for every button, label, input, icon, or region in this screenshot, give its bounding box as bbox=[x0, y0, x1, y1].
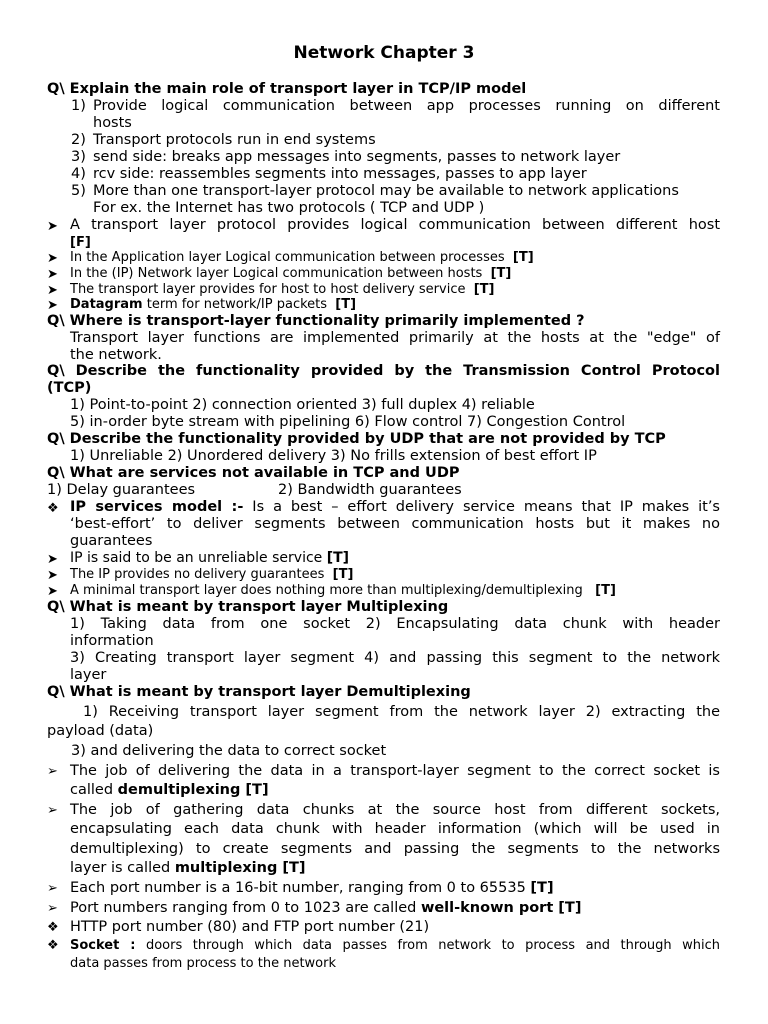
bullet-text: data passes from process to the network bbox=[70, 956, 336, 971]
answer-text: 1) Point-to-point 2) connection oriented 3) full duplex 4) reliable bbox=[70, 397, 535, 413]
answer-text: 5) in-order byte stream with pipelining 6) Flow control 7) Congestion Control bbox=[70, 414, 626, 430]
question-3: Q\ Describe the functionality provided by the Transmission Control Protocol bbox=[47, 363, 720, 379]
question-4: Q\ Describe the functionality provided by UDP that are not provided by TCP bbox=[47, 431, 666, 447]
arrow-bullet-icon: ➢ bbox=[47, 764, 58, 779]
bullet-text: The transport layer provides for host to host delivery service [T] bbox=[70, 282, 495, 297]
question-1: Q\ Explain the main role of transport layer in TCP/IP model bbox=[47, 81, 527, 97]
diamond-bullet-icon: ❖ bbox=[47, 501, 59, 516]
arrowhead-bullet-icon: ➤ bbox=[47, 584, 58, 599]
bullet-text: Datagram term for network/IP packets [T] bbox=[70, 297, 357, 312]
answer-text: 1) Receiving transport layer segment from the network layer 2) extracting the bbox=[83, 704, 720, 720]
list-item: For ex. the Internet has two protocols ( TCP and UDP ) bbox=[93, 200, 485, 216]
arrow-bullet-icon: ➢ bbox=[47, 901, 58, 916]
diamond-bullet-icon: ❖ bbox=[47, 920, 59, 935]
diamond-bullet-icon: ❖ bbox=[47, 938, 59, 953]
list-item: 2) Transport protocols run in end systems bbox=[71, 132, 376, 148]
bullet-text: A transport layer protocol provides logical communication between different host bbox=[70, 217, 720, 233]
bullet-text: Socket : doors through which data passes from network to process and through which bbox=[70, 938, 721, 953]
question-6: Q\ What is meant by transport layer Multiplexing bbox=[47, 599, 449, 615]
bullet-text: guarantees bbox=[70, 533, 153, 549]
bullet-text: Port numbers ranging from 0 to 1023 are called well-known port [T] bbox=[70, 900, 582, 916]
bullet-text: Each port number is a 16-bit number, ranging from 0 to 65535 [T] bbox=[70, 880, 554, 896]
answer-text: 1) Delay guarantees bbox=[47, 482, 196, 498]
answer-text: 1) Taking data from one socket 2) Encapsulating data chunk with header bbox=[70, 616, 720, 632]
bullet-text: A minimal transport layer does nothing more than multiplexing/demultiplexing [T] bbox=[70, 583, 616, 598]
bullet-tag: [F] bbox=[70, 235, 91, 250]
list-item: 3) send side: breaks app messages into segments, passes to network layer bbox=[71, 149, 621, 165]
arrowhead-bullet-icon: ➤ bbox=[47, 298, 58, 313]
bullet-text: IP is said to be an unreliable service [T] bbox=[70, 550, 350, 566]
arrowhead-bullet-icon: ➤ bbox=[47, 552, 58, 567]
answer-text: the network. bbox=[70, 347, 162, 363]
arrow-bullet-icon: ➢ bbox=[47, 803, 58, 818]
answer-text: information bbox=[70, 633, 154, 649]
arrowhead-bullet-icon: ➤ bbox=[47, 219, 58, 234]
arrowhead-bullet-icon: ➤ bbox=[47, 568, 58, 583]
bullet-text: demultiplexing) to create segments and passing the segments to the networks bbox=[70, 841, 720, 857]
bullet-text: The job of gathering data chunks at the source host from different sockets, bbox=[70, 802, 720, 818]
arrowhead-bullet-icon: ➤ bbox=[47, 267, 58, 282]
bullet-text: In the (IP) Network layer Logical communication between hosts [T] bbox=[70, 266, 512, 281]
question-7: Q\ What is meant by transport layer Demultiplexing bbox=[47, 684, 471, 700]
bullet-text: In the Application layer Logical communication between processes [T] bbox=[70, 250, 534, 265]
list-item: 1) Provide logical communication between app processes running on different bbox=[71, 98, 720, 114]
arrowhead-bullet-icon: ➤ bbox=[47, 283, 58, 298]
list-item: 5) More than one transport-layer protocol may be available to network applications bbox=[71, 183, 679, 199]
answer-text: 1) Unreliable 2) Unordered delivery 3) No frills extension of best effort IP bbox=[70, 448, 597, 464]
bullet-text: encapsulating each data chunk with header information (which will be used in bbox=[70, 821, 720, 837]
answer-text: Transport layer functions are implemented primarily at the hosts at the "edge" of bbox=[70, 330, 720, 346]
answer-text: payload (data) bbox=[47, 723, 154, 739]
answer-text: 3) and delivering the data to correct socket bbox=[71, 743, 387, 759]
bullet-text: The IP provides no delivery guarantees [T] bbox=[70, 567, 354, 582]
question-5: Q\ What are services not available in TCP and UDP bbox=[47, 465, 460, 481]
bullet-text: HTTP port number (80) and FTP port number (21) bbox=[70, 919, 430, 935]
bullet-text: ‘best-effort’ to deliver segments between communication hosts but it makes no bbox=[70, 516, 720, 532]
question-3-cont: (TCP) bbox=[47, 380, 92, 396]
bullet-text: layer is called multiplexing [T] bbox=[70, 860, 306, 876]
question-2: Q\ Where is transport-layer functionality primarily implemented ? bbox=[47, 313, 585, 329]
answer-text: 3) Creating transport layer segment 4) and passing this segment to the network bbox=[70, 650, 720, 666]
bullet-text: The job of delivering the data in a transport-layer segment to the correct socket is bbox=[70, 763, 720, 779]
bullet-text: IP services model :- Is a best – effort delivery service means that IP makes it’s bbox=[70, 499, 720, 515]
list-item: 4) rcv side: reassembles segments into messages, passes to app layer bbox=[71, 166, 587, 182]
answer-text: layer bbox=[70, 667, 107, 683]
bullet-text: called demultiplexing [T] bbox=[70, 782, 269, 798]
page-title: Network Chapter 3 bbox=[293, 43, 475, 63]
arrow-bullet-icon: ➢ bbox=[47, 881, 58, 896]
answer-text: 2) Bandwidth guarantees bbox=[278, 482, 462, 498]
list-item: hosts bbox=[93, 115, 132, 131]
arrowhead-bullet-icon: ➤ bbox=[47, 251, 58, 266]
